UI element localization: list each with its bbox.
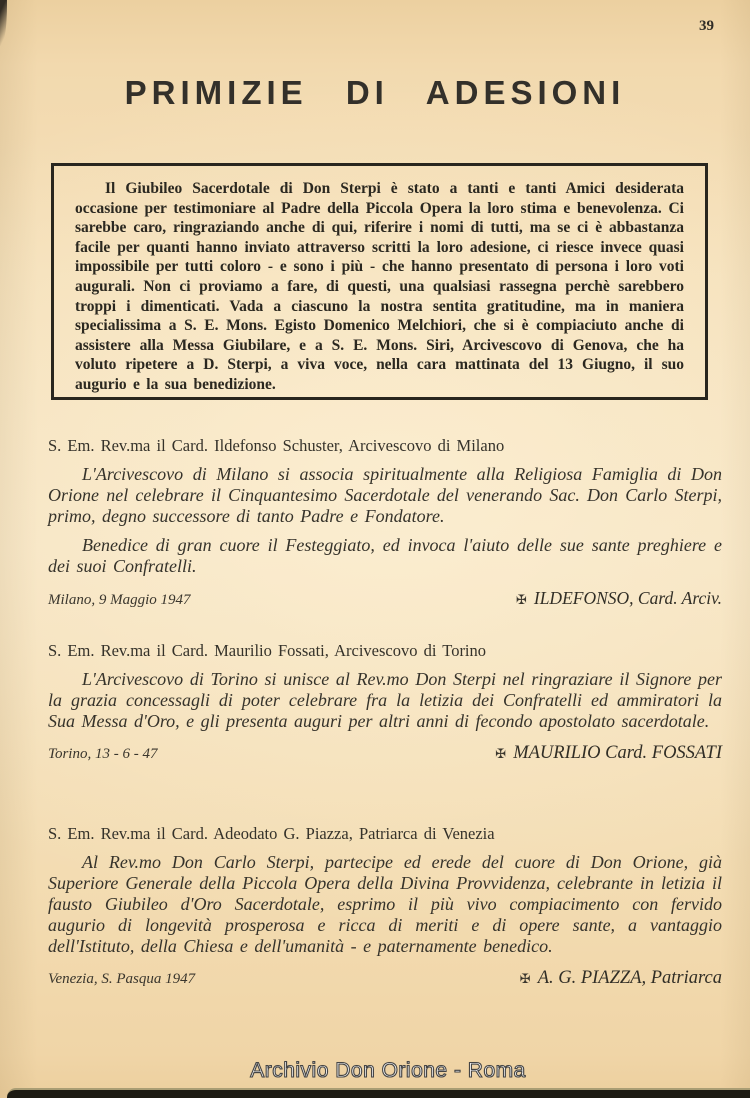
dateline: Torino, 13 - 6 - 47 [48,746,158,762]
signature-text: MAURILIO Card. FOSSATI [513,743,722,763]
letter-heading: S. Em. Rev.ma il Card. Maurilio Fossati, Arcivescovo di Torino [48,641,487,660]
cross-icon: ✠ [515,593,527,608]
signature-text: ILDEFONSO, Card. Arciv. [533,588,722,608]
archive-watermark: Archivio Don Orione - Roma [250,1059,526,1082]
cross-icon: ✠ [519,972,531,987]
scan-edge-bottom [7,1088,750,1098]
dateline: Milano, 9 Maggio 1947 [48,592,191,608]
letter-piazza [48,824,722,989]
letter-footer [48,743,722,764]
page-number: 39 [699,18,714,34]
cross-icon: ✠ [495,747,507,762]
letter-heading: S. Em. Rev.ma il Card. Ildefonso Schuster, Arcivescovo di Milano [48,436,505,455]
page-title: PRIMIZIE DI ADESIONI [124,74,626,111]
signature [516,588,722,609]
scan-edge-corner-topleft [0,0,7,46]
letter-footer [48,588,722,609]
letter-paragraph: Benedice di gran cuore il Festeggiato, ed invoca l'aiuto delle sue sante preghiere e dei suoi Confratelli. [48,535,722,576]
notice-box [51,163,708,400]
letter-paragraph: L'Arcivescovo di Torino si unisce al Rev.mo Don Sterpi nel ringraziare il Signore per la grazia concessagli di poter celebrare fra la letizia dei Confratelli ed ammiratori la Sua Messa d'Oro, e gli presenta auguri per altri anni di fecondo apostolato sacerdotale. [48,669,722,731]
letter-schuster [48,436,722,609]
letter-fossati [48,641,722,764]
letter-footer [48,968,722,989]
dateline: Venezia, S. Pasqua 1947 [48,971,196,987]
letter-paragraph: Al Rev.mo Don Carlo Sterpi, partecipe ed erede del cuore di Don Orione, già Superiore Generale della Piccola Opera della Divina Provvidenza, celebrante in letizia il fausto Giubileo d'Oro Sacerdotale, esprimo il più vivo compiacimento con fervido augurio di longevità prosperosa e ricca di meriti e di opere sante, a vantaggio dell'Istituto, della Chiesa e dell'umanità - e paternamente benedico. [48,852,722,956]
notice-text: Il Giubileo Sacerdotale di Don Sterpi è stato a tanti e tanti Amici desiderata occasione per testimoniare al Padre della Piccola Opera la loro stima e benevolenza. Ci sarebbe caro, ringraziando anche di qui, riferire i nomi di tutti, ma se ci è abbastanza facile per quanti hanno inviato attraverso scritti la loro adesione, ci riesce invece quasi impossibile per tutti coloro - e sono i più - che hanno presentato di persona i loro voti augurali. Non ci proviamo a fare, di questi, una qualsiasi rassegna perchè sarebbero troppi i dimenticati. Vada a ciascuno la nostra sentita gratitudine, ma in maniera specialissima a S. E. Mons. Egisto Domenico Melchiori, che si è compiaciuto anche di assistere alla Messa Giubilare, e a S. E. Mons. Siri, Arcivescovo di Genova, che ha voluto ripetere a D. Sterpi, a viva voce, nella cara mattinata del 13 Giugno, il suo augurio e la sua benedizione. [75,180,684,393]
signature-text: A. G. PIAZZA, Patriarca [537,968,722,988]
letter-heading: S. Em. Rev.ma il Card. Adeodato G. Piazza, Patriarca di Venezia [48,824,495,843]
letter-paragraph: L'Arcivescovo di Milano si associa spiritualmente alla Religiosa Famiglia di Don Orione nel celebrare il Cinquantesimo Sacerdotale del venerando Sac. Don Carlo Sterpi, primo, degno successore di tanto Padre e Fondatore. [48,464,722,526]
signature [520,968,722,989]
signature [495,743,722,764]
